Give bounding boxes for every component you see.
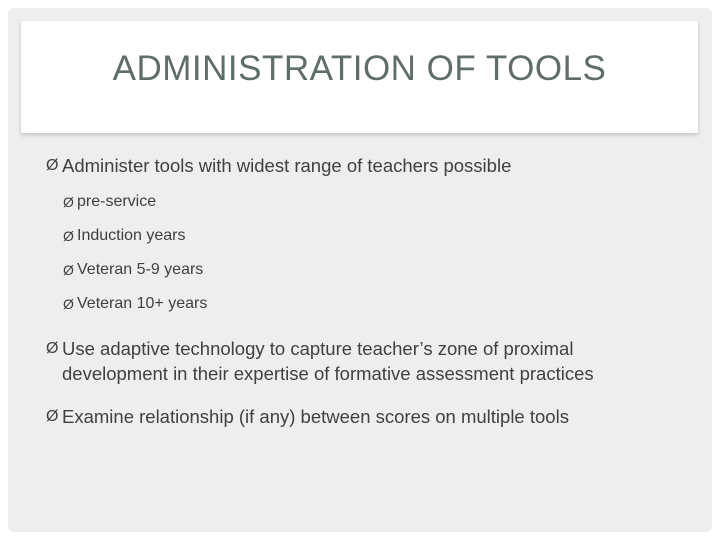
sub-bullet-item (63, 191, 156, 213)
arrow-bullet-icon: Ø (46, 157, 59, 174)
bullet-text: Induction years (77, 227, 186, 244)
arrow-bullet-icon: Ø (63, 296, 74, 312)
bullet-text: Veteran 10+ years (77, 295, 208, 312)
bullet-list (8, 8, 712, 532)
bullet-text: Veteran 5-9 years (77, 261, 204, 278)
bullet-item (46, 153, 511, 178)
bullet-text: Examine relationship (if any) between scores on multiple tools (62, 406, 569, 427)
bullet-text: Administer tools with widest range of teachers possible (62, 155, 512, 176)
bullet-text: Use adaptive technology to capture teacher’s zone of proximal development in their expertise of formative assessment practices (62, 338, 594, 384)
arrow-bullet-icon: Ø (63, 228, 74, 244)
arrow-bullet-icon: Ø (63, 194, 74, 210)
arrow-bullet-icon: Ø (46, 340, 59, 357)
slide-title: ADMINISTRATION OF TOOLS (112, 49, 607, 88)
slide (8, 8, 712, 532)
sub-bullet-item (63, 259, 203, 281)
bullet-item (46, 404, 569, 429)
sub-bullet-item (63, 225, 186, 247)
arrow-bullet-icon: Ø (46, 408, 59, 425)
sub-bullet-item (63, 293, 207, 315)
bullet-item (46, 336, 594, 386)
bullet-text: pre-service (77, 193, 157, 210)
arrow-bullet-icon: Ø (63, 262, 74, 278)
